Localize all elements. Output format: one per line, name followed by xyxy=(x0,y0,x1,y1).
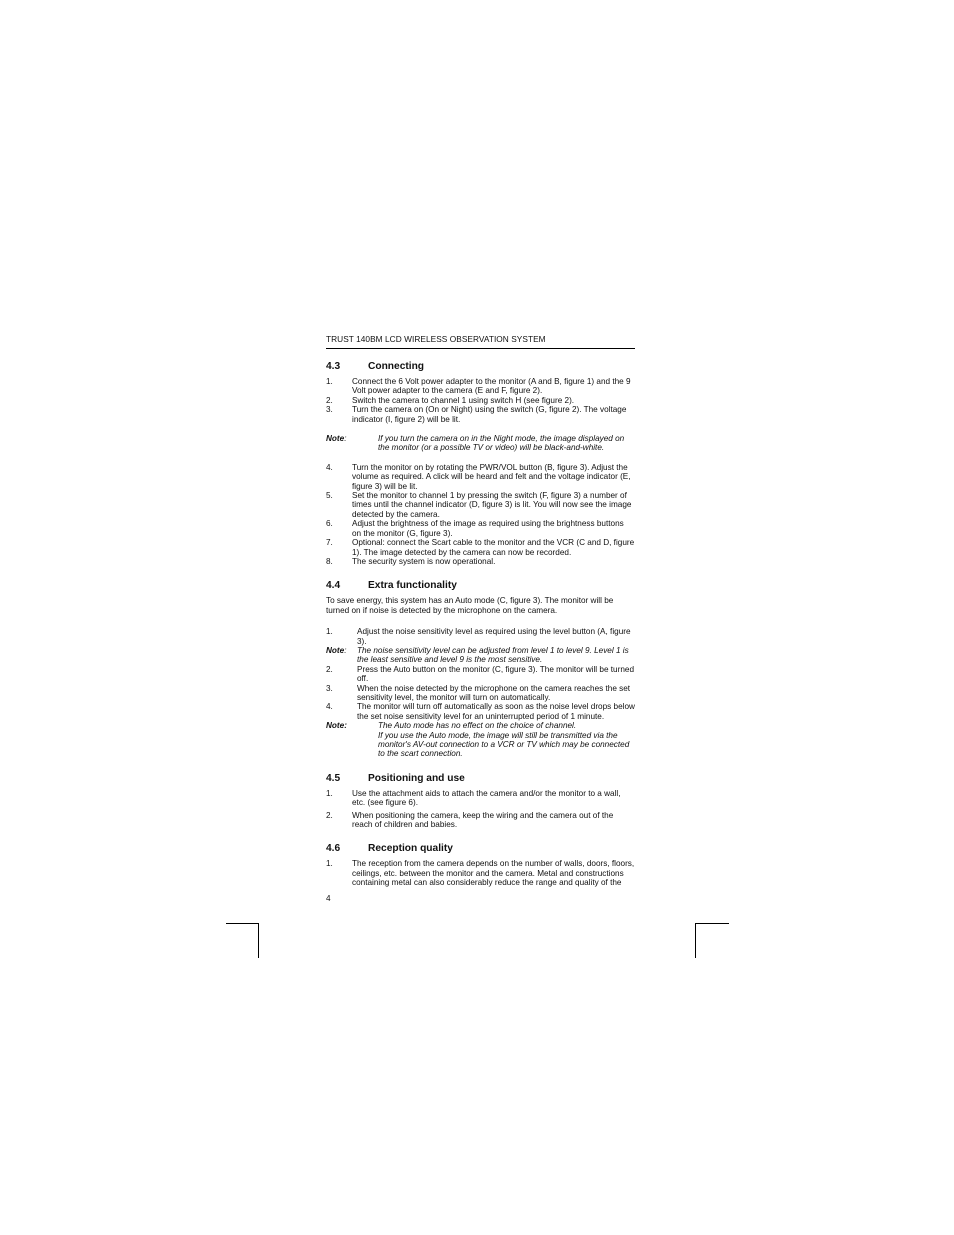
list-item: 2. When positioning the camera, keep the wiring and the camera out of the reach of children and babies. xyxy=(326,810,614,830)
crop-mark-right-vertical xyxy=(695,923,696,958)
connecting-steps-a xyxy=(326,377,635,424)
page-number: 4 xyxy=(326,894,331,903)
extra-functionality-steps xyxy=(326,627,635,759)
section-heading-4-5: 4.5 Positioning and use xyxy=(326,772,465,784)
positioning-steps xyxy=(326,789,635,830)
list-item: 3. Turn the camera on (On or Night) using the switch (G, figure 2). The voltage indicator (I, figure 2) will be lit. xyxy=(326,405,627,424)
header-rule xyxy=(326,348,635,349)
list-item: 2. Press the Auto button on the monitor (C, figure 3). The monitor will be turned off. xyxy=(326,664,635,684)
list-item: 1. Use the attachment aids to attach the camera and/or the monitor to a wall, etc. (see figure 6). xyxy=(326,788,621,808)
list-item: 8. The security system is now operational. xyxy=(326,556,496,566)
list-item: 2. Switch the camera to channel 1 using switch H (see figure 2). xyxy=(326,395,575,405)
crop-mark-left-horizontal xyxy=(226,923,259,924)
note-auto-mode: Note: The Auto mode has no effect on the choice of channel. If you use the Auto mode, the image will still be transmitted via the monitor's AV-out connection to a VCR or TV which may be connected to the scart connection. xyxy=(326,721,630,759)
list-item: 5. Set the monitor to channel 1 by pressing the switch (F, figure 3) a number of times until the channel indicator (D, figure 3) is lit. You will now see the image detected by the camera. xyxy=(326,491,632,519)
list-item: 1. Connect the 6 Volt power adapter to the monitor (A and B, figure 1) and the 9 Volt power adapter to the camera (E and F, figure 2). xyxy=(326,377,631,396)
section-heading-4-4: 4.4 Extra functionality xyxy=(326,580,457,592)
list-item: 1. Adjust the noise sensitivity level as required using the level button (A, figure 3). xyxy=(326,627,631,646)
section-heading-4-6: 4.6 Reception quality xyxy=(326,843,453,855)
note-noise-level: Note: The noise sensitivity level can be adjusted from level 1 to level 9. Level 1 is the least sensitive and level 9 is the most sensitive. xyxy=(326,645,629,665)
crop-mark-right-horizontal xyxy=(695,923,729,924)
page-content xyxy=(326,361,635,888)
section-heading-4-3: 4.3 Connecting xyxy=(326,361,425,372)
note-night-mode: Note: If you turn the camera on in the Night mode, the image displayed on the monitor (or a possible TV or video) will be black-and-white. xyxy=(326,434,625,453)
list-item: 1. The reception from the camera depends on the number of walls, doors, floors, ceilings, etc. between the monitor and the camera. Metal and constructions containing metal can also considerably reduce the range and quality of the xyxy=(326,859,635,888)
list-item: 3. When the noise detected by the microphone on the camera reaches the set sensitivity level, the monitor will turn on automatically. xyxy=(326,683,631,702)
crop-mark-left-vertical xyxy=(258,923,259,958)
list-item: 4. The monitor will turn off automatically as soon as the noise level drops below the set noise sensitivity level for an uninterrupted period of 1 minute. xyxy=(326,702,635,721)
list-item: 7. Optional: connect the Scart cable to the monitor and the VCR (C and D, figure 1). The image detected by the camera can now be recorded. xyxy=(326,538,635,557)
extra-functionality-intro: To save energy, this system has an Auto mode (C, figure 3). The monitor will be turned on if noise is detected by the microphone on the camera. xyxy=(326,596,614,615)
list-item: 4. Turn the monitor on by rotating the PWR/VOL button (B, figure 3). Adjust the volume as required. A click will be heard and felt and the voltage indicator (E, figure 3) will be lit. xyxy=(326,462,631,491)
connecting-steps-b xyxy=(326,463,635,566)
reception-steps xyxy=(326,859,635,887)
page-header-title: TRUST 140BM LCD WIRELESS OBSERVATION SYSTEM xyxy=(326,334,546,344)
list-item: 6. Adjust the brightness of the image as required using the brightness buttons on the monitor (G, figure 3). xyxy=(326,519,624,538)
